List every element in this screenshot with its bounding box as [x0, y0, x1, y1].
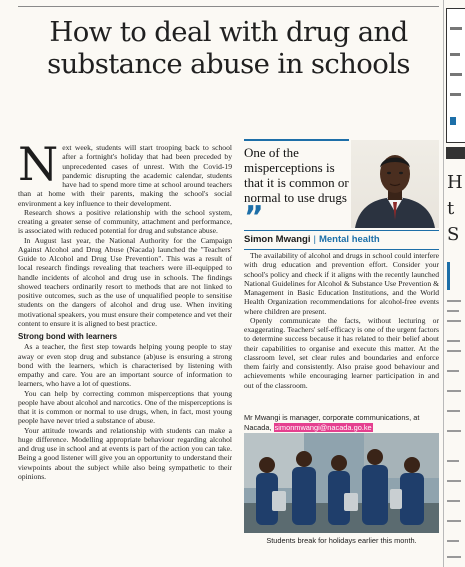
pull-quote: [244, 139, 349, 235]
text-fragment: [450, 27, 462, 30]
column-right: [244, 251, 439, 390]
body-paragraph: Your attitude towards and relationship with students can make a huge difference. Modelling appropriate behaviour regarding alcohol and drug use in school and at events is part of the action you can take. Being a good listener will give you an opportunity to understand their viewpoints about the subject while also being sympathetic to their opinions.: [18, 425, 232, 481]
text-fragment: [447, 310, 459, 312]
author-bio: [244, 413, 439, 433]
body-paragraph: As a teacher, the first step towards helping young people to stay away or even stop drug and substance (ab)use is ensuring a strong bond with the learners, which is characterised by listening with empathy and care. You are an important source of information to learners, who have a lot of questions.: [18, 342, 232, 389]
drop-cap: N: [18, 137, 59, 191]
text-fragment: [447, 430, 461, 432]
lead-paragraph: [18, 137, 232, 208]
text-fragment: [447, 500, 460, 502]
headline-line-1: How to deal with drug and: [49, 16, 408, 48]
text-fragment: [447, 480, 461, 482]
text-fragment: [447, 390, 461, 392]
column-divider: [443, 0, 444, 567]
text-fragment: [447, 410, 460, 412]
pull-quote-text: One of the misperceptions is that it is common or normal to use drugs: [244, 145, 349, 205]
body-paragraph: In August last year, the National Authority for the Campaign Against Alcohol and Drug Abuse (Nacada) launched the "Teachers' Guide to Alcohol and Drug Use Prevention". This was a result of local research findings revealing that teachers were ill-equipped to handle incidents of alcohol and drug use in schools. The findings showed teachers ordinarily resort to methods that are not linked to positive outcomes, such as the use of unqualified people to sensitise students on the dangers of alcohol and drug use. When inviting motivational speakers, you must ensure their competence and vet their content to ensure it is aligned to best practice.: [18, 235, 232, 328]
text-fragment: [447, 350, 461, 352]
column-left: [18, 137, 232, 481]
top-rule: [18, 6, 439, 7]
text-fragment: [447, 340, 460, 342]
lead-text: ext week, students will start trooping back to school after a fortnight's holiday that had been preceded by unprecedented cases of unrest. With the Covid-19 pandemic disrupting the academic calendar, students have had to spend more time at school around teachers than at home with their parents, making the school's social environment a key influence to their development.: [18, 143, 232, 208]
text-fragment: [450, 53, 460, 56]
adjacent-bar: [446, 147, 465, 159]
portrait-illustration: [351, 140, 439, 228]
author-name: Simon Mwangi: [244, 234, 311, 245]
body-paragraph: You can help by correcting common misperceptions that young people have about alcohol and narcotics. One of the misperceptions is that it is common or normal to use drugs, when, in fact, most young people have never tried a substance of abuse.: [18, 388, 232, 426]
body-paragraph: The availability of alcohol and drugs in school could interfere with drug education and prevention effort. Consider your school's policy and check if it aligns with the recently launched National Guidelines for Alcohol & Substance Use Prevention & Management in Basic Education Institutions, and the World Health Organization recommendations for alcohol-free events where children are present.: [244, 251, 439, 316]
column-name: Mental health: [318, 234, 380, 245]
byline-separator: |: [313, 234, 316, 245]
students-photo-illustration: [244, 433, 439, 533]
article: [18, 0, 439, 567]
bio-text: Mr Mwangi is manager, corporate communications, at Nacada,: [244, 413, 420, 432]
text-fragment: [447, 556, 461, 558]
headline: [18, 16, 439, 80]
adjacent-boxout: [446, 8, 465, 143]
adjacent-headline-letter: S: [447, 224, 460, 245]
text-fragment: [447, 300, 461, 302]
body-paragraph: Research shows a positive relationship with the school system, creating a greater sense of community, attachment and performance, is associated with reduced potential for drug and substance abuse.: [18, 207, 232, 236]
text-fragment: [447, 520, 461, 522]
photo-caption: Students break for holidays earlier this month.: [266, 536, 417, 545]
text-fragment: [447, 320, 461, 322]
adjacent-headline-letter: t: [447, 198, 455, 219]
text-fragment: [447, 540, 459, 542]
body-paragraph: Openly communicate the facts, without lecturing or exaggerating. Teachers' self-efficacy is one of the urgent factors to determine success because it has related to their belief about their capabilities to organise and execute this matter. At the classroom level, set clear rules and boundaries and enforce them fairly and consistently. Also praise good behaviour and achievements while encouraging learner participation in and out of the classroom.: [244, 315, 439, 390]
subhead: Strong bond with learners: [18, 332, 118, 341]
text-fragment: [450, 73, 462, 76]
author-portrait: [351, 140, 439, 228]
adjacent-rule: [447, 262, 450, 290]
author-email-link[interactable]: simonmwangi@nacada.go.ke: [274, 423, 372, 432]
byline: [244, 230, 439, 250]
text-fragment: [450, 93, 461, 96]
adjacent-headline-letter: H: [447, 172, 463, 193]
headline-line-2: substance abuse in schools: [47, 48, 410, 80]
adjacent-article-edge: [446, 0, 465, 567]
accent-fragment: [450, 117, 456, 125]
text-fragment: [447, 460, 459, 462]
text-fragment: [447, 370, 459, 372]
quote-mark-icon: ”: [244, 200, 264, 235]
students-photo: [244, 433, 439, 533]
